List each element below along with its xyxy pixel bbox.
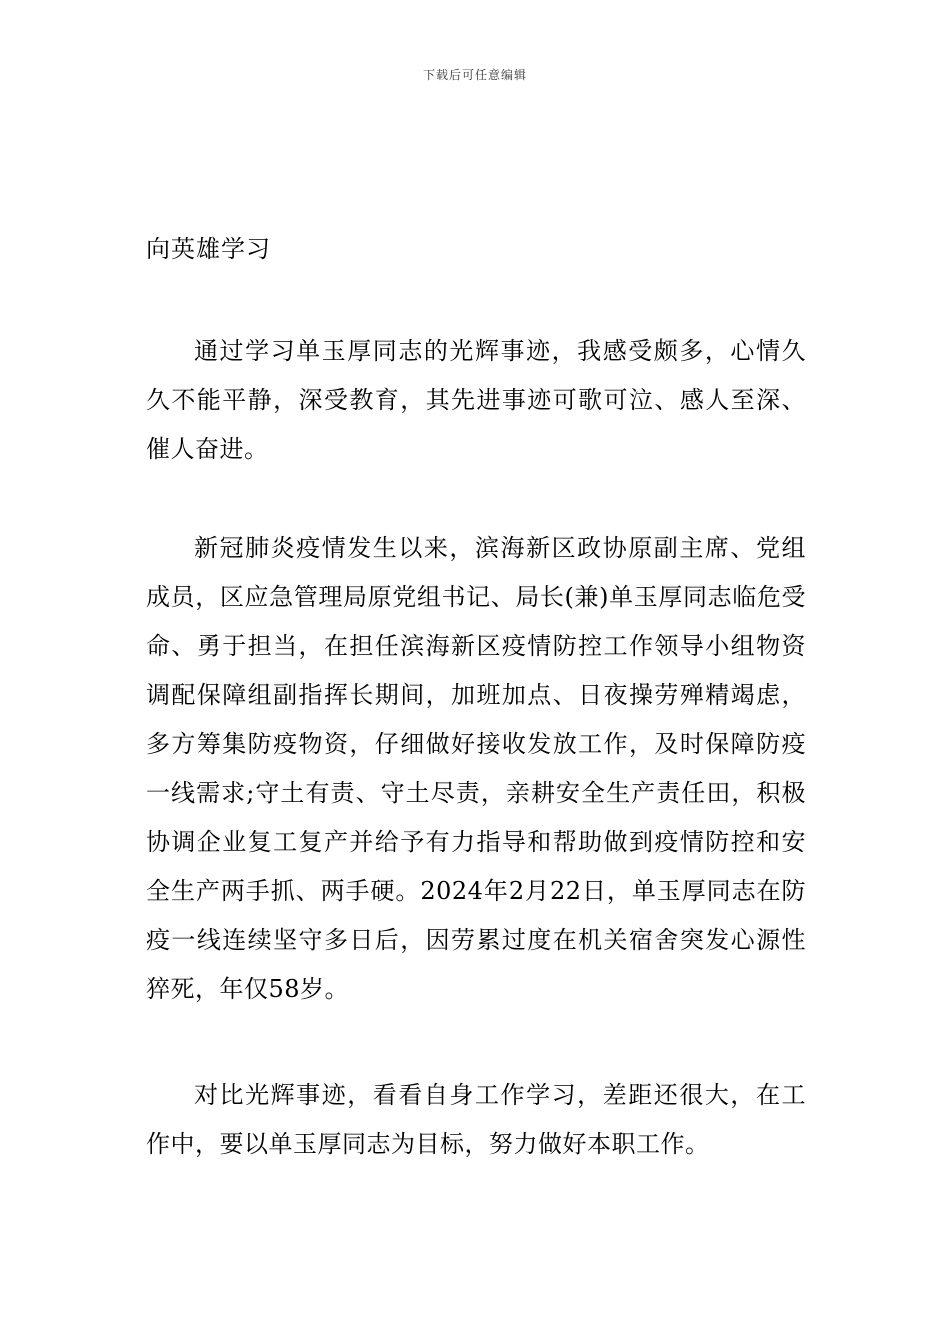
paragraph-2-container <box>146 524 806 1014</box>
paragraph-1: 通过学习单玉厚同志的光辉事迹，我感受颇多，心情久久不能平静，深受教育，其先进事迹可歌可泣、感人至深、催人奋进。 <box>146 337 806 463</box>
paragraph-1-container <box>146 327 806 474</box>
paragraph-3: 对比光辉事迹，看看自身工作学习，差距还很大，在工作中，要以单玉厚同志为目标，努力做好本职工作。 <box>146 1081 806 1158</box>
paragraph-2: 新冠肺炎疫情发生以来，滨海新区政协原副主席、党组成员，区应急管理局原党组书记、局长(兼)单玉厚同志临危受命、勇于担当，在担任滨海新区疫情防控工作领导小组物资调配保障组副指挥长期间，加班加点、日夜操劳殚精竭虑，多方筹集防疫物资，仔细做好接收发放工作，及时保障防疫一线需求;守土有责、守土尽责，亲耕安全生产责任田，积极协调企业复工复产并给予有力指导和帮助做到疫情防控和安全生产两手抓、两手硬。2024年2月22日，单玉厚同志在防疫一线连续坚守多日后，因劳累过度在机关宿舍突发心源性猝死，年仅58岁。 <box>146 534 806 1003</box>
paragraph-3-container <box>146 1071 806 1169</box>
page-header-note: 下载后可任意编辑 <box>422 68 527 82</box>
document-title: 向英雄学习 <box>146 235 271 263</box>
